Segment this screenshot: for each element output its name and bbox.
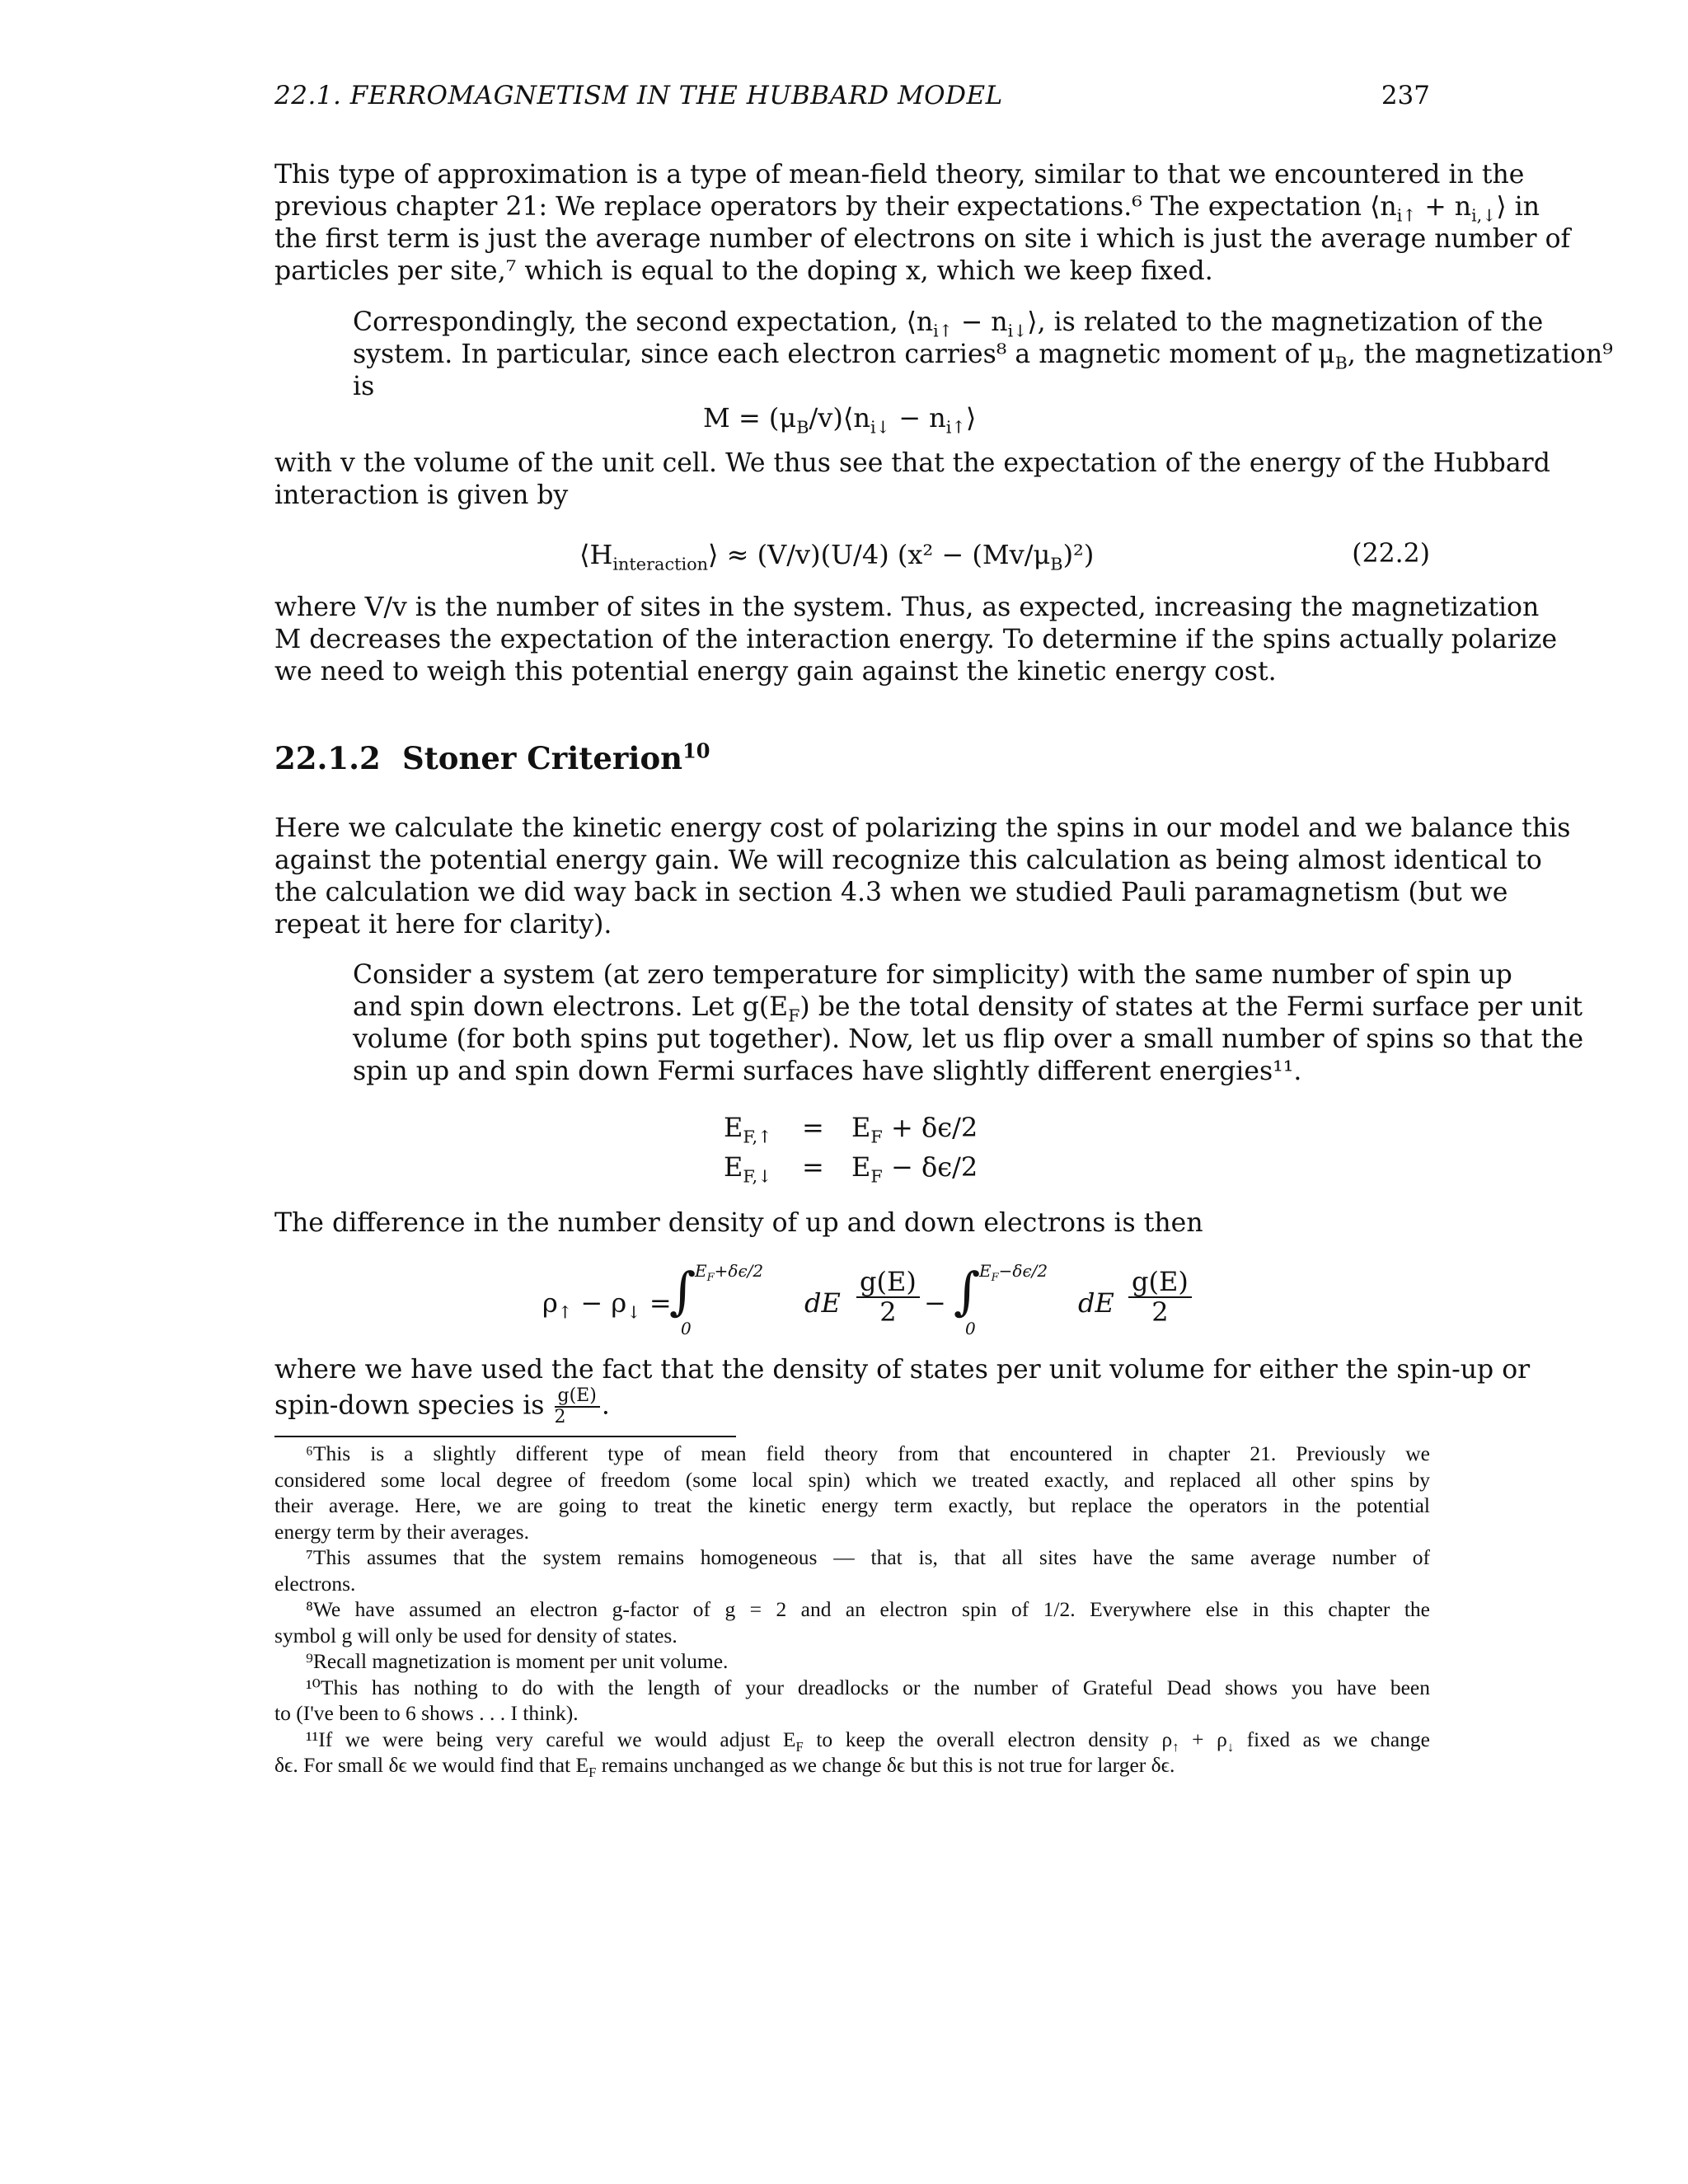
- equation-fermi-down: [724, 1151, 978, 1187]
- footnote-rule: [274, 1436, 736, 1437]
- paragraph-unit-cell: [274, 448, 1550, 512]
- integral-sign-1: ∫: [669, 1261, 696, 1321]
- footnotes: [274, 1441, 1430, 1779]
- paragraph-number-density: [274, 1207, 1430, 1240]
- text-line: electrons.: [274, 1571, 356, 1596]
- footnote-11: [274, 1727, 1430, 1779]
- text-line: repeat it here for clarity).: [274, 910, 612, 940]
- integral-2-differential: dE: [1078, 1287, 1114, 1319]
- text-line: volume (for both spins put together). Now, let us flip over a small number of spins so that the: [353, 1024, 1584, 1054]
- text-line: interaction is given by: [274, 480, 569, 510]
- text-line: energy term by their averages.: [274, 1519, 529, 1544]
- rho-lhs: $\rho_↑ - \rho_↓$ =: [542, 1287, 672, 1323]
- text-line: we need to weigh this potential energy gain against the kinetic energy cost.: [274, 657, 1277, 687]
- text-line: ¹⁰This has nothing to do with the length of your dreadlocks or the number of Grateful Dead shows you have been: [306, 1675, 1430, 1699]
- fermi-up-equals: =: [802, 1112, 824, 1143]
- footnote-7: [274, 1544, 1430, 1596]
- text-line: spin up and spin down Fermi surfaces have slightly different energies¹¹.: [353, 1057, 1302, 1086]
- equation-fermi-up: [724, 1112, 978, 1147]
- text-line: with v the volume of the unit cell. We thus see that the expectation of the energy of the Hubbard: [274, 448, 1550, 478]
- equation-magnetization: $M = (\mu_B/v)⟨n_{i↓}$ − $n_{i↑}⟩$: [703, 402, 977, 438]
- integral-2-fraction: $\frac{g(E)}{2}$: [1128, 1268, 1192, 1327]
- text-line: δϵ. For small δϵ we would find that $E_F$ remains unchanged as we change δϵ but this is not true for larger δϵ.: [274, 1753, 1175, 1781]
- equation-number-22-2: (22.2): [1352, 539, 1430, 569]
- paragraph-kinetic-cost: [274, 813, 1571, 941]
- text-line: ⁹Recall magnetization is moment per unit volume.: [306, 1649, 729, 1673]
- section-footnote-mark: 10: [682, 738, 710, 763]
- paragraph-sites: [274, 592, 1558, 688]
- text-line: Correspondingly, the second expectation, $⟨n_{i↑}$ − $n_{i↓}⟩$, is related to the magnetization of the: [353, 307, 1544, 341]
- running-header: [274, 81, 1430, 117]
- text-line: ¹¹If we were being very careful we would adjust $E_F$ to keep the overall electron density $\rho_↑ + \rho_↓$ fixed as we change: [306, 1727, 1431, 1755]
- number-density-text: The difference in the number density of up and down electrons is then: [274, 1208, 1203, 1238]
- text-line: against the potential energy gain. We will recognize this calculation as being almost identical to: [274, 846, 1542, 875]
- integral-1-lower-limit: 0: [681, 1319, 692, 1338]
- integral-1-upper-limit: $E_F+\delta\epsilon/2$: [695, 1261, 764, 1284]
- integral-1-fraction: $\frac{g(E)}{2}$: [856, 1268, 920, 1327]
- text-line: the first term is just the average number of electrons on site i which is just the average number of: [274, 224, 1571, 254]
- text-line: M decreases the expectation of the interaction energy. To determine if the spins actually polarize: [274, 625, 1558, 654]
- text-line: considered some local degree of freedom (some local spin) which we treated exactly, and replaced all other spins by: [274, 1467, 1430, 1492]
- fermi-up-lhs: $E_{F,↑}$: [724, 1112, 772, 1147]
- text-line: their average. Here, we are going to treat the kinetic energy term exactly, but replace the operators in the potential: [274, 1493, 1430, 1517]
- text-line: particles per site,⁷ which is equal to the doping x, which we keep fixed.: [274, 256, 1213, 286]
- page-number: 237: [1381, 81, 1430, 110]
- integral-sign-2: ∫: [954, 1261, 981, 1321]
- text-line: ⁸We have assumed an electron g-factor of g = 2 and an electron spin of 1/2. Everywhere else in this chapter the: [306, 1597, 1430, 1621]
- equation-interaction-energy: $⟨H_{interaction}⟩ \approx (V/v)(U/4) (x^2 - (Mv/\mu_B)^2)$: [579, 539, 1095, 574]
- integral-2-upper-limit: $E_F-\delta\epsilon/2$: [979, 1261, 1048, 1284]
- footnote-9: [274, 1648, 1430, 1675]
- minus-sign: −: [924, 1287, 946, 1319]
- section-heading-stoner: [274, 740, 710, 776]
- paragraph-fermi-surfaces: [274, 959, 1584, 1088]
- integral-1-differential: dE: [804, 1287, 841, 1319]
- paragraph-density-of-states: [274, 1354, 1531, 1428]
- chapter-section-title: 22.1. FERROMAGNETISM IN THE HUBBARD MODEL: [274, 81, 1003, 110]
- fermi-down-equals: =: [802, 1151, 824, 1183]
- footnote-8: [274, 1596, 1430, 1648]
- text-line: ⁶This is a slightly different type of mean field theory from that encountered in chapter 21. Previously we: [306, 1441, 1430, 1465]
- text-line: ⁷This assumes that the system remains homogeneous — that is, that all sites have the same average number of: [306, 1545, 1430, 1569]
- text-line: Here we calculate the kinetic energy cost of polarizing the spins in our model and we balance this: [274, 813, 1571, 843]
- footnote-6: [274, 1441, 1430, 1544]
- text-line: where we have used the fact that the density of states per unit volume for either the spin-up or: [274, 1355, 1531, 1385]
- paragraph-mean-field: [274, 159, 1571, 288]
- text-line: system. In particular, since each electron carries⁸ a magnetic moment of $\mu_B$, the magnetization⁹: [353, 340, 1613, 373]
- text-line: Consider a system (at zero temperature for simplicity) with the same number of spin up: [353, 960, 1512, 990]
- fermi-down-lhs: $E_{F,↓}$: [724, 1151, 772, 1187]
- text-line: symbol g will only be used for density of states.: [274, 1623, 678, 1647]
- fermi-up-rhs: $E_F + \delta\epsilon/2$: [851, 1112, 978, 1147]
- paragraph-magnetization: [274, 307, 1613, 403]
- text-line: the calculation we did way back in section 4.3 when we studied Pauli paramagnetism (but we: [274, 878, 1508, 907]
- text-line: previous chapter 21: We replace operators by their expectations.⁶ The expectation $⟨n_{i↑}$ + $n_{i,↓}⟩$ in: [274, 192, 1540, 226]
- text-line: to (I've been to 6 shows . . . I think).: [274, 1701, 579, 1725]
- text-line: spin-down species is $\frac{g(E)}{2}$ .: [274, 1385, 610, 1428]
- text-line: where V/v is the number of sites in the system. Thus, as expected, increasing the magnetization: [274, 593, 1540, 622]
- fermi-down-rhs: $E_F - \delta\epsilon/2$: [851, 1151, 978, 1187]
- footnote-10: [274, 1675, 1430, 1727]
- text-line: This type of approximation is a type of mean-field theory, similar to that we encountered in the: [274, 160, 1525, 190]
- section-title: Stoner Criterion: [402, 740, 683, 776]
- text-line: is: [353, 372, 375, 401]
- text-line: and spin down electrons. Let $g(E_F)$ be the total density of states at the Fermi surface per unit: [353, 992, 1583, 1026]
- integral-2-lower-limit: 0: [965, 1319, 976, 1338]
- section-number: 22.1.2: [274, 740, 381, 776]
